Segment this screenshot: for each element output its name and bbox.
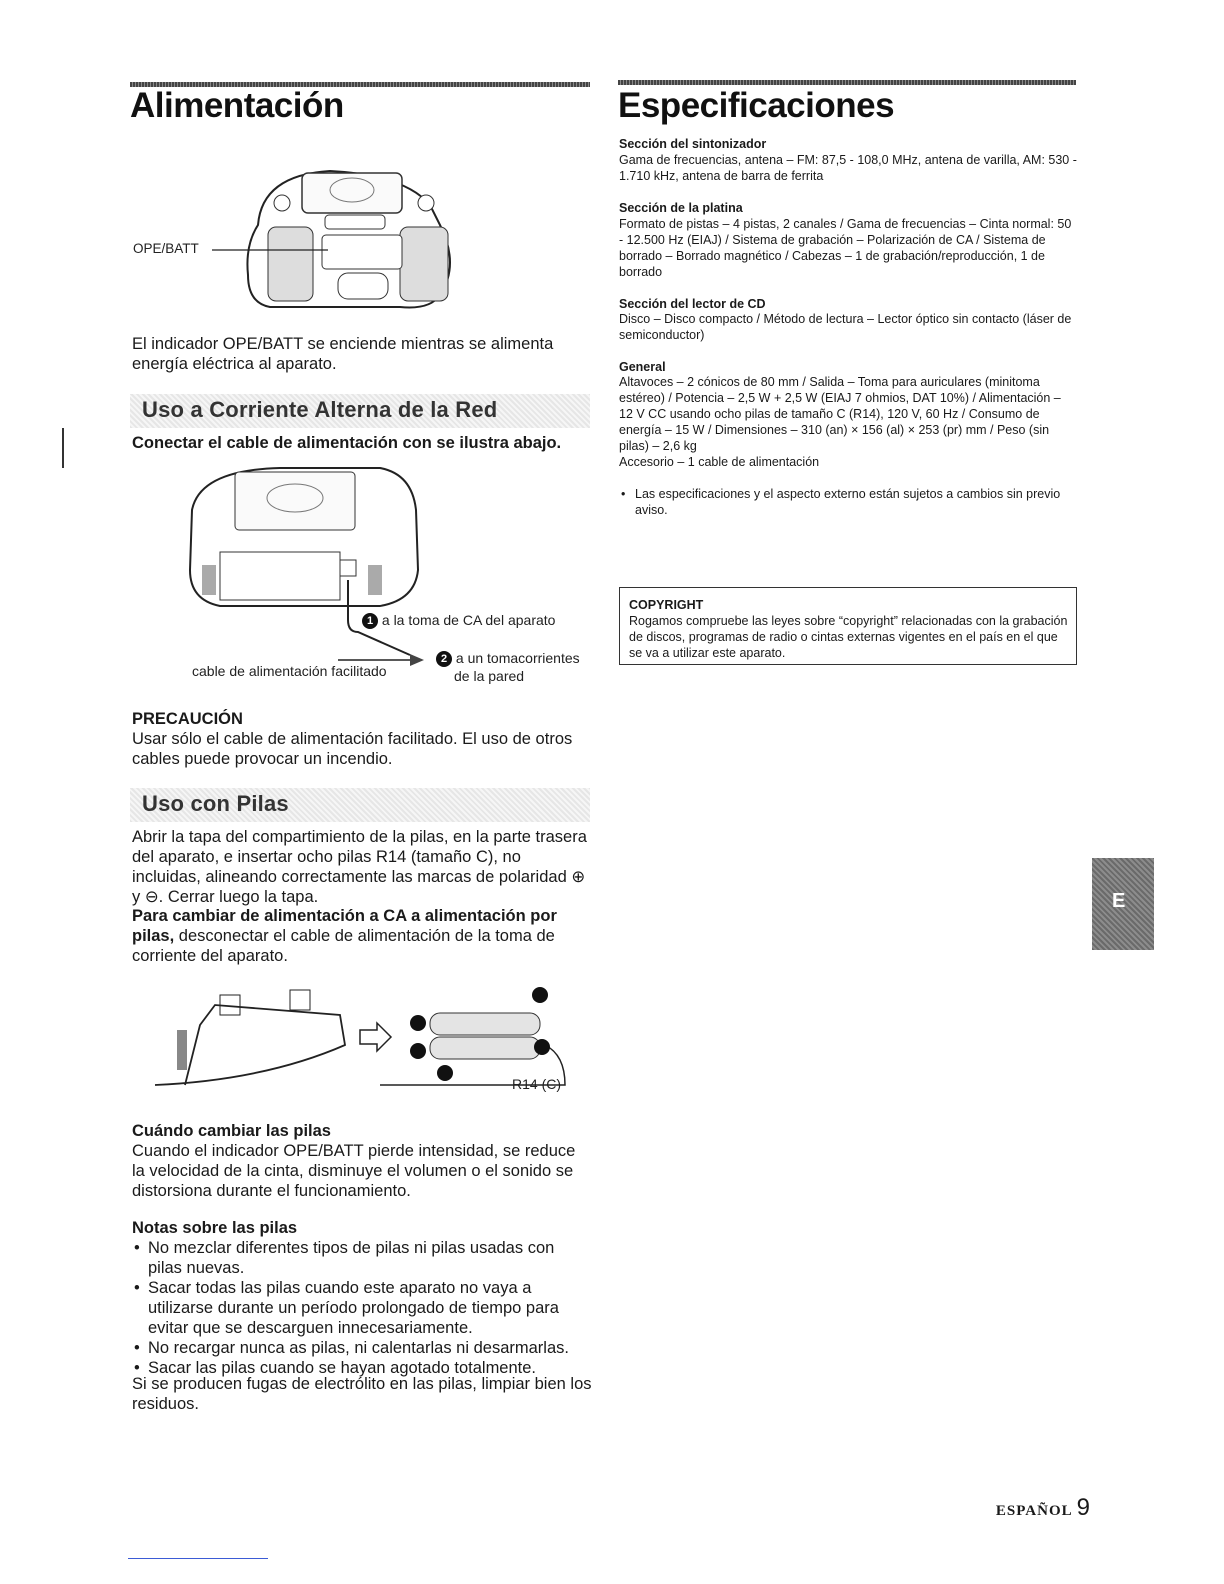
spec-text-tuner: Gama de frecuencias, antena – FM: 87,5 - 108,0 MHz, antena de varilla, AM: 530 - 1.710 kHz, antena de barra de ferrita [619,153,1077,183]
batteries-para-2-rest: desconectar el cable de alimentación de la toma de corriente del aparato. [132,927,555,965]
caution-text: Usar sólo el cable de alimentación facilitado. El uso de otros cables puede provocar un incendio. [132,730,573,768]
notes-title: Notas sobre las pilas [132,1219,298,1237]
page-footer [990,1494,1090,1522]
language-tab [1092,858,1154,950]
ac-label-2a-text: a un tomacorrientes [455,650,580,666]
step-1-badge: 1 [362,613,378,629]
ac-label-1 [362,612,555,629]
list-item: • Sacar las pilas cuando se hayan agotado totalmente. [132,1358,592,1378]
spec-note-list [619,486,1077,518]
when-change-text: Cuando el indicador OPE/BATT pierde intensidad, se reduce la velocidad de la cinta, disminuye el volumen o el sonido se distorsiona durante el funcionamiento. [132,1142,576,1200]
spec-heading-general: General [619,360,666,374]
batteries-para-1: Abrir la tapa del compartimiento de la pilas, en la parte trasera del aparato, e insertar ocho pilas R14 (tamaño C), no incluidas, alineando correctamente las marcas de polaridad ⊕ y ⊖. Cerrar luego la tapa. [132,828,587,906]
spec-heading-tuner: Sección del sintonizador [619,137,767,151]
batteries-para-2-bold: Para cambiar de alimentación a CA a alimentación por pilas, [132,907,557,945]
bottom-divider [128,1558,268,1559]
ope-batt-label: OPE/BATT [133,241,199,256]
intro-text: El indicador OPE/BATT se enciende mientras se alimenta energía eléctrica al aparato. [132,335,554,373]
list-item: • Las especificaciones y el aspecto externo están sujetos a cambios sin previo aviso. [619,486,1077,518]
footer-language: ESPAÑOL [995,1503,1073,1519]
batteries-para-2 [132,906,592,966]
section-heading-ac [130,394,590,428]
list-item: • No recargar nunca as pilas, ni calentarlas ni desarmarlas. [132,1338,592,1358]
page-title-especificaciones: Especificaciones [618,86,895,125]
cable-label: cable de alimentación facilitado [192,663,387,679]
page-title-alimentacion: Alimentación [130,86,344,125]
footer-page-number: 9 [1076,1494,1090,1521]
battery-size-label: R14 (C) [512,1076,562,1092]
copyright-box [619,587,1077,665]
spec-heading-deck: Sección de la platina [619,201,743,215]
spec-text-deck: Formato de pistas – 4 pistas, 2 canales / Gama de frecuencias – Cinta normal: 50 - 12.500 Hz (EIAJ) / Sistema de grabación – Polarización de CA / Sistema de borrado – Borrado magnético / Cabezas – 1 de grabación/reproducción, 1 de borrado [619,217,1072,279]
language-tab-label: E [1112,890,1126,912]
spec-text-cd: Disco – Disco compacto / Método de lectura – Lector óptico sin contacto (láser de semiconductor) [619,312,1072,342]
section-heading-batteries [130,788,590,822]
caution-title: PRECAUCIÓN [132,710,243,728]
ac-label-2 [436,650,580,667]
notes-list [132,1238,592,1378]
spec-text-general: Altavoces – 2 cónicos de 80 mm / Salida – Toma para auriculares (minitoma estéreo) / Potencia – 2,5 W + 2,5 W (EIAJ 7 ohmios, DAT 10%) / Alimentación – 12 V CC usando ocho pilas de tamaño C (R14), 120 V, 60 Hz / Consumo de energía – 15 W / Dimensiones – 310 (an) × 156 (al) × 253 (pr) mm / Peso (sin pilas) – 2,6 kg Accesorio – 1 cable de alimentación [619,375,1061,469]
margin-mark [62,428,64,468]
step-2-badge: 2 [436,651,452,667]
when-change-title: Cuándo cambiar las pilas [132,1122,331,1140]
boombox-front-illustration [130,165,470,315]
section-heading-ac-label: Uso a Corriente Alterna de la Red [142,397,498,422]
list-item: • No mezclar diferentes tipos de pilas ni pilas usadas con pilas nuevas. [132,1238,592,1278]
ac-label-1-text: a la toma de CA del aparato [381,612,556,628]
ac-instruction: Conectar el cable de alimentación con se ilustra abajo. [132,434,562,452]
spec-heading-cd: Sección del lector de CD [619,297,766,311]
copyright-title: COPYRIGHT [629,598,704,612]
section-heading-batteries-label: Uso con Pilas [142,791,289,816]
list-item: • Sacar todas las pilas cuando este aparato no vaya a utilizarse durante un período prolongado de tiempo para evitar que se descarguen innecesariamente. [132,1278,592,1338]
copyright-text: Rogamos compruebe las leyes sobre “copyright” relacionadas con la grabación de discos, programas de radio o cintas externas vigentes en el país en el que se va a utilizar este aparato. [629,614,1068,660]
ac-label-2b: de la pared [454,668,525,684]
right-title-rule [618,80,1076,85]
notes-footer: Si se producen fugas de electrólito en las pilas, limpiar bien los residuos. [132,1375,592,1413]
